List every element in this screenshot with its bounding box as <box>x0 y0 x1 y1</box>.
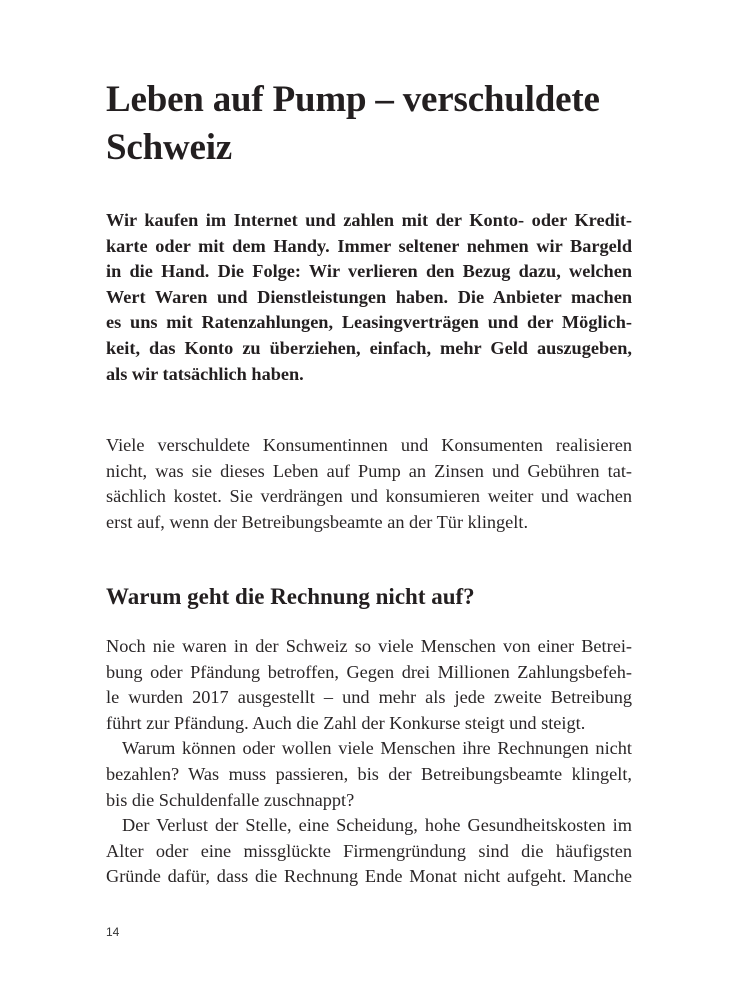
lead-line: als wir tatsächlich haben. <box>106 363 304 384</box>
body-line: Noch nie waren in der Schweiz so viele Menschen von einer Betrei- <box>106 636 632 656</box>
body-line: bung oder Pfändung betroffen, Gegen drei Millionen Zahlungsbefeh- <box>106 661 632 682</box>
body-line: führt zur Pfändung. Auch die Zahl der Konkurse steigt und steigt. <box>106 712 586 733</box>
lead-line: Wir kaufen im Internet und zahlen mit der Konto- oder Kredit- <box>106 210 632 230</box>
lead-line: keit, das Konto zu überziehen, einfach, mehr Geld auszugeben, <box>106 337 632 358</box>
body-line: Gründe dafür, dass die Rechnung Ende Monat nicht aufgeht. Manche <box>106 866 632 887</box>
lead-paragraph <box>106 208 632 387</box>
page-number: 14 <box>106 925 120 939</box>
body-line: Viele verschuldete Konsumentinnen und Konsumenten realisieren <box>106 435 632 455</box>
body-line: bis die Schuldenfalle zuschnappt? <box>106 789 355 810</box>
section-body <box>106 634 632 890</box>
body-line: sächlich kostet. Sie verdrängen und konsumieren weiter und wachen <box>106 486 632 507</box>
chapter-title-line: Leben auf Pump – verschuldete <box>106 79 600 120</box>
body-line: Der Verlust der Stelle, eine Scheidung, hohe Gesundheitskosten im <box>122 815 632 836</box>
lead-line: Wert Waren und Dienstleistungen haben. Die Anbieter machen <box>106 286 632 307</box>
lead-line: es uns mit Ratenzahlungen, Leasingverträgen und der Möglich- <box>106 312 632 333</box>
body-line: nicht, was sie dieses Leben auf Pump an Zinsen und Gebühren tat- <box>106 460 632 481</box>
chapter-title-line: Schweiz <box>106 127 233 168</box>
chapter-title <box>106 76 666 172</box>
body-line: Warum können oder wollen viele Menschen ihre Rechnungen nicht <box>122 738 632 759</box>
body-line: erst auf, wenn der Betreibungsbeamte an der Tür klingelt. <box>106 511 529 532</box>
intro-paragraph <box>106 433 632 535</box>
section-heading: Warum geht die Rechnung nicht auf? <box>106 584 475 609</box>
lead-line: karte oder mit dem Handy. Immer seltener nehmen wir Bargeld <box>106 235 632 256</box>
lead-line: in die Hand. Die Folge: Wir verlieren den Bezug dazu, welchen <box>106 261 632 282</box>
body-line: le wurden 2017 ausgestellt – und mehr als jede zweite Betreibung <box>106 687 632 708</box>
body-line: bezahlen? Was muss passieren, bis der Betreibungsbeamte klingelt, <box>106 763 632 784</box>
body-line: Alter oder eine missglückte Firmengründung sind die häufigsten <box>106 840 632 861</box>
